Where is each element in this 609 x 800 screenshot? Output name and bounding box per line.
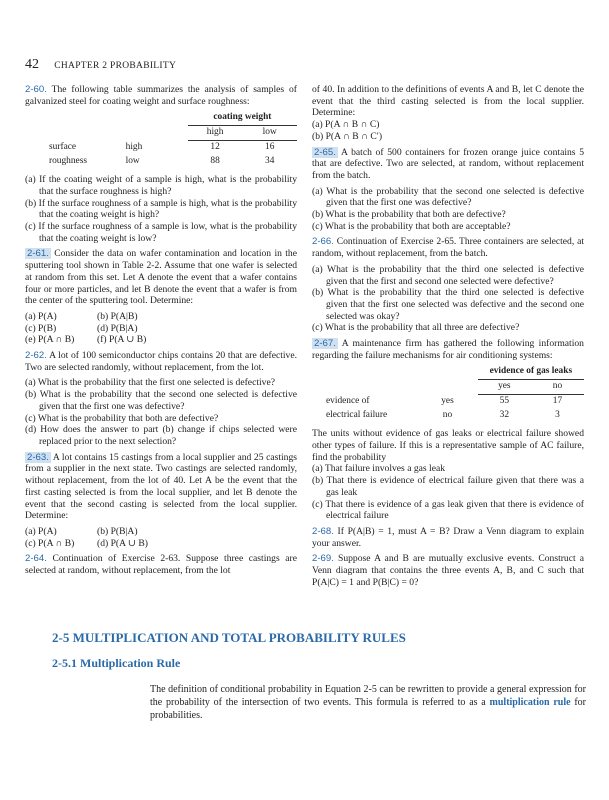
- table-cell: 17: [552, 395, 563, 406]
- exercise-number: 2-61.: [27, 248, 49, 260]
- exercise-number: 2-62.: [25, 350, 47, 362]
- subsection-heading: 2-5.1 Multiplication Rule: [52, 656, 181, 670]
- table-row-group-label: roughness: [49, 155, 88, 166]
- exercise-number: 2-65.: [314, 146, 336, 158]
- exercise-text: Consider the data on wafer contamination and location in the sputtering tool shown in Table 2-2. Assume that one wafer is selected at random from this set. Let A denote the event that a wafer contains four or more particles, and let B denote the event that a wafer is from the center of the sputtering tool. Determine:: [25, 248, 297, 307]
- exercise-text: Continuation of Exercise 2-63. Suppose three castings are selected at random, without replacement, from the lot: [25, 553, 297, 577]
- table-row: [45, 155, 297, 169]
- question-item: (b) If the surface roughness of a sample is high, what is the probability that the coating weight is high?: [25, 197, 297, 221]
- question-list: [25, 377, 297, 447]
- exercise-2-64: [25, 553, 297, 576]
- exercise-text: Continuation of Exercise 2-65. Three containers are selected, at random, without replacement, from the batch.: [312, 236, 584, 260]
- section-heading: 2-5 MULTIPLICATION AND TOTAL PROBABILITY RULES: [52, 630, 406, 645]
- question-item: (c) That there is evidence of a gas leak given that there is evidence of electrical failure: [312, 498, 584, 522]
- table-cell: 32: [499, 409, 509, 420]
- table-col-header: high: [188, 126, 243, 141]
- question-item: (c) P(B): [25, 322, 57, 334]
- body-text: for probabilities.: [150, 697, 586, 721]
- exercise-text: If P(A|B) = 1, must A = B? Draw a Venn diagram to explain your answer.: [312, 525, 584, 549]
- exercise-number: 2-63.: [27, 451, 49, 463]
- question-item: (b) What is the probability that the second one selected is defective given that the first one was defective?: [25, 389, 297, 412]
- question-list: [312, 463, 584, 522]
- question-item: (e) P(A ∩ B): [25, 334, 75, 346]
- question-item: (c) What is the probability that both are defective?: [25, 412, 219, 424]
- exercise-text: Suppose A and B are mutually exclusive events. Construct a Venn diagram that contains the three events A, B, and C such that P(A|C) = 1 and P(B|C) = 0?: [312, 553, 584, 588]
- exercise-text: The units without evidence of gas leaks or electrical failure showed other types of failure. If this is a representative sample of AC failure, find the probability: [312, 428, 584, 463]
- question-item: (a) P(A): [25, 310, 57, 322]
- exercise-2-64-continued: of 40. In addition to the definitions of events A and B, let C denote the event that the third casting selected is from the local supplier. Determine:: [312, 84, 584, 119]
- exercise-2-63: [25, 452, 297, 522]
- answer-pairs: [25, 526, 297, 549]
- table-group-header: evidence of gas leaks: [478, 365, 584, 379]
- question-item: (d) P(A ∪ B): [97, 537, 148, 549]
- table-col-header: low: [242, 126, 297, 141]
- exercise-number: 2-66.: [312, 236, 334, 248]
- question-list: [25, 174, 297, 244]
- exercise-number: 2-67.: [314, 338, 336, 350]
- table-row: [322, 409, 584, 423]
- exercise-number: 2-64.: [25, 553, 47, 565]
- question-list: [312, 264, 584, 334]
- question-item: (a) What is the probability that the third one selected is defective given that the first and second one selected were defective?: [312, 263, 584, 287]
- exercise-2-67: [312, 338, 584, 361]
- question-item: (a) That failure involves a gas leak: [312, 463, 446, 475]
- exercise-2-62: [25, 350, 297, 373]
- question-item: (d) How does the answer to part (b) change if chips selected were replaced prior to the next selection?: [25, 424, 297, 447]
- question-item: (b) P(B|A): [97, 525, 138, 537]
- exercise-2-61: [25, 248, 297, 307]
- question-item: (a) P(A ∩ B ∩ C): [312, 119, 380, 131]
- gas-leak-table: [322, 365, 584, 422]
- exercise-text: A lot of 100 semiconductor chips contains 20 that are defective. Two are selected randomly, without replacement, from the lot.: [25, 350, 297, 373]
- exercise-text: A batch of 500 containers for frozen orange juice contains 5 that are defective. Two are selected, at random, without replacement from the batch.: [312, 146, 584, 181]
- question-item: (c) If the surface roughness of a sample is low, what is the probability that the coating weight is low?: [25, 221, 297, 244]
- table-col-header: yes: [478, 380, 531, 395]
- question-item: (b) That there is evidence of electrical failure given that there was a gas leak: [312, 475, 584, 498]
- question-item: (b) P(A|B): [97, 310, 138, 322]
- right-column: [312, 84, 584, 592]
- table-row-label: yes: [441, 395, 454, 406]
- exercise-2-68: [312, 526, 584, 549]
- question-item: (d) P(B|A): [97, 322, 138, 334]
- table-row-group-label: electrical failure: [326, 409, 388, 420]
- page-header: [25, 56, 176, 73]
- exercise-text: A maintenance firm has gathered the following information regarding the failure mechanisms for air conditioning systems:: [312, 338, 584, 361]
- question-item: (b) What is the probability that both are defective?: [312, 209, 506, 221]
- question-item: (f) P(A ∪ B): [97, 334, 147, 346]
- table-cell: 12: [210, 141, 220, 152]
- question-list: [312, 119, 584, 142]
- exercise-number: 2-69.: [312, 553, 334, 565]
- question-item: (a) If the coating weight of a sample is high, what is the probability that the surface roughness is high?: [25, 174, 297, 197]
- exercise-text: The following table summarizes the analysis of samples of galvanized steel for coating weight and surface roughness:: [25, 84, 297, 107]
- table-row: [322, 394, 584, 408]
- table-cell: 34: [265, 155, 275, 166]
- question-item: (a) What is the probability that the second one selected is defective given that the first one was defective?: [312, 185, 584, 209]
- exercise-text: A lot contains 15 castings from a local supplier and 25 castings from a supplier in the next state. Two castings are selected randomly, without replacement, from the lot of 40. Let A be the event that the first casting selected is from the local supplier, and let B denote the event that the second casting is selected from the local supplier. Determine:: [25, 451, 297, 522]
- exercise-2-66: [312, 236, 584, 259]
- question-item: (c) P(A ∩ B): [25, 537, 75, 549]
- exercise-2-65: [312, 147, 584, 182]
- question-item: (b) P(A ∩ B ∩ C′): [312, 130, 383, 142]
- question-item: (a) What is the probability that the first one selected is defective?: [25, 377, 275, 389]
- chapter-title: CHAPTER 2 PROBABILITY: [54, 61, 177, 71]
- question-item: (b) What is the probability that the third one selected is defective given that the first one selected was defective and the second one selected was okay?: [312, 287, 584, 322]
- table-row: [45, 140, 297, 154]
- table-row-label: low: [125, 155, 140, 166]
- exercise-2-60: [25, 84, 297, 107]
- question-item: (a) P(A): [25, 525, 57, 537]
- page-number: 42: [25, 57, 39, 72]
- question-list: [312, 186, 584, 233]
- table-cell: 55: [499, 395, 509, 406]
- table-row-label: high: [125, 141, 143, 152]
- question-item: (c) What is the probability that all three are defective?: [312, 322, 520, 334]
- body-text: The definition of conditional probability in Equation 2-5 can be rewritten to provide a general expression for the probability of the intersection of two events. This formula is referred to as a: [150, 684, 586, 708]
- table-cell: 88: [210, 155, 220, 166]
- table-row-group-label: evidence of: [326, 395, 370, 406]
- exercise-2-69: [312, 553, 584, 588]
- exercise-number: 2-60.: [25, 84, 47, 95]
- left-column: [25, 84, 297, 581]
- table-row-group-label: surface: [49, 141, 77, 152]
- key-term: multiplication rule: [489, 697, 571, 708]
- exercise-number: 2-68.: [312, 525, 334, 537]
- table-cell: 16: [265, 141, 275, 152]
- table-row-label: no: [442, 409, 453, 420]
- table-group-header: coating weight: [188, 111, 297, 125]
- answer-pairs: [25, 311, 297, 346]
- coating-weight-table: [45, 111, 297, 168]
- table-cell: 3: [555, 409, 560, 420]
- table-col-header: no: [531, 380, 584, 395]
- question-item: (c) What is the probability that both are acceptable?: [312, 220, 511, 232]
- section-body: [150, 683, 586, 722]
